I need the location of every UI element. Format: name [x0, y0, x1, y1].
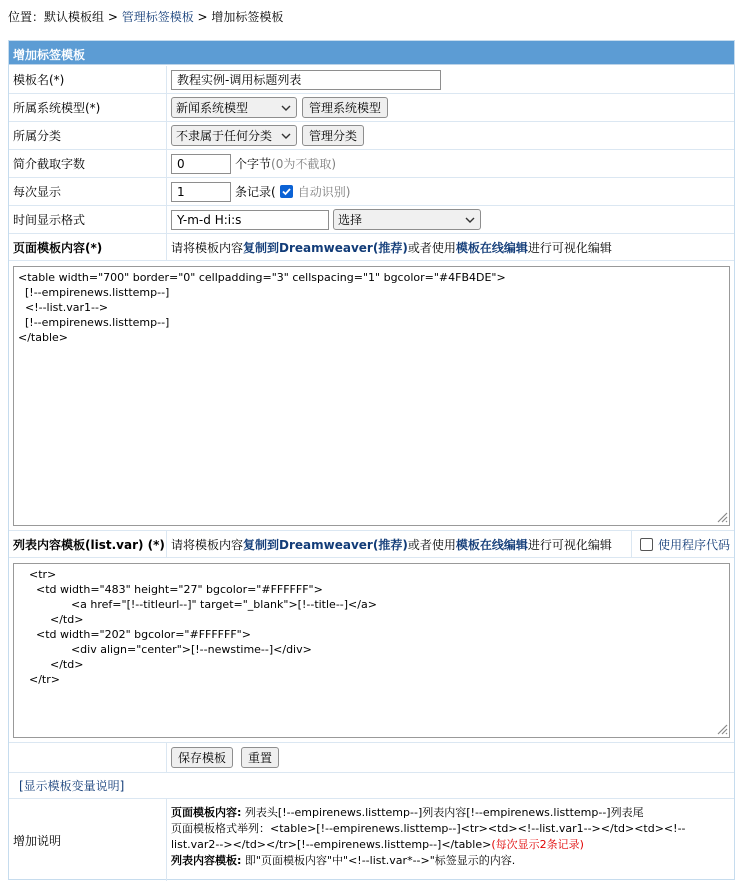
list-template-textarea[interactable]: <tr> <td width="483" height="27" bgcolor="#FFFFFF"> <a href="[!--titleurl--]" target="_blank">[!--title--]</a> </td> <td width="202" bgcolor="#FFFFFF"> <div align="center">[!--newstime--]</div> </td> </tr>: [13, 563, 730, 738]
system-model-select[interactable]: [171, 97, 297, 118]
list-template-label: 列表内容模板(list.var) (*): [13, 537, 165, 552]
list-template-hint-post: 进行可视化编辑: [527, 537, 612, 552]
auto-detect-label: 自动识别: [297, 185, 346, 199]
chevron-down-icon: [464, 214, 476, 226]
manage-tag-templates-link[interactable]: 管理标签模板: [121, 10, 194, 24]
chevron-down-icon: [280, 102, 292, 114]
page-template-hint-pre: 请将模板内容: [171, 240, 244, 255]
per-display-label: 每次显示: [13, 185, 62, 199]
row-page-template-content: [9, 261, 734, 531]
reset-button[interactable]: 重置: [241, 747, 279, 768]
use-program-code-label[interactable]: 使用程序代码: [658, 537, 731, 552]
per-display-input[interactable]: 1: [171, 182, 231, 202]
chevron-down-icon: [280, 130, 292, 142]
page-template-hint-post: 进行可视化编辑: [527, 240, 612, 255]
auto-detect-checkbox[interactable]: [280, 185, 293, 198]
list-template-hint-pre: 请将模板内容: [171, 537, 244, 552]
page-template-label: 页面模板内容(*): [13, 240, 103, 255]
row-list-template-content: [9, 558, 734, 743]
auto-detect-end: ): [345, 184, 351, 199]
breadcrumb-current: 增加标签模板: [211, 10, 284, 24]
save-template-button[interactable]: 保存模板: [171, 747, 233, 768]
template-name-input[interactable]: 教程实例-调用标题列表: [171, 70, 441, 90]
row-system-model: [9, 94, 734, 122]
time-format-select[interactable]: [333, 209, 481, 230]
notes-line1-text: 列表头[!--empirenews.listtemp--]列表内容[!--empirenews.listtemp--]列表尾: [241, 806, 644, 819]
resize-grip-icon[interactable]: [716, 511, 728, 523]
show-template-vars-link[interactable]: [显示模板变量说明]: [19, 779, 125, 793]
manage-category-button[interactable]: 管理分类: [302, 125, 364, 146]
row-list-template-header: [9, 531, 734, 558]
breadcrumb-group: 默认模板组: [44, 10, 105, 24]
manage-system-model-button[interactable]: 管理系统模型: [302, 97, 388, 118]
category-label: 所属分类: [13, 129, 62, 143]
system-model-selected: 新闻系统模型: [176, 101, 249, 115]
panel-title: 增加标签模板: [9, 41, 734, 65]
copy-to-dreamweaver-link[interactable]: 复制到Dreamweaver(推荐): [243, 537, 408, 552]
breadcrumb-prefix: 位置：: [8, 10, 45, 24]
row-category: [9, 122, 734, 150]
time-format-select-label: 选择: [338, 213, 363, 227]
row-intro-chars: [9, 150, 734, 178]
intro-chars-input[interactable]: 0: [171, 154, 231, 174]
row-actions: [9, 743, 734, 773]
notes-line3-text: list.var2--></td></tr>[!--empirenews.listtemp--]</table>: [171, 838, 492, 851]
online-edit-link[interactable]: 模板在线编辑: [455, 537, 528, 552]
resize-grip-icon[interactable]: [716, 723, 728, 735]
per-display-unit: 条记录(: [235, 185, 276, 199]
category-select[interactable]: [171, 125, 297, 146]
use-program-code-checkbox[interactable]: [640, 538, 653, 551]
intro-chars-unit: 个字节: [235, 157, 272, 171]
page-template-hint-mid: 或者使用: [407, 240, 456, 255]
breadcrumb: [8, 8, 283, 25]
row-time-format: [9, 206, 734, 234]
time-format-input[interactable]: Y-m-d H:i:s: [171, 210, 329, 230]
intro-chars-label: 简介截取字数: [13, 157, 86, 171]
breadcrumb-sep: >: [104, 10, 122, 24]
notes-line2-text: 页面模板格式举列：<table>[!--empirenews.listtemp--]<tr><td><!--list.var1--></td><td><!--: [171, 822, 686, 835]
row-page-template-header: [9, 234, 734, 261]
row-notes: [9, 799, 734, 881]
time-format-label: 时间显示格式: [13, 213, 86, 227]
notes-line1-bold: 页面模板内容:: [171, 806, 242, 819]
template-name-label: 模板名(*): [13, 73, 65, 87]
row-per-display: [9, 178, 734, 206]
notes-line4-bold: 列表内容模板:: [171, 854, 242, 867]
notes-line4-text: 即"页面模板内容"中"<!--list.var*-->"标签显示的内容.: [241, 854, 516, 867]
add-tag-template-panel: [8, 40, 735, 880]
notes-label: 增加说明: [13, 833, 62, 848]
checkmark-icon: [280, 185, 293, 198]
online-edit-link[interactable]: 模板在线编辑: [455, 240, 528, 255]
row-show-vars: [9, 773, 734, 799]
breadcrumb-sep: >: [193, 10, 212, 24]
list-template-hint-mid: 或者使用: [407, 537, 456, 552]
notes-line3-red: (每次显示2条记录): [491, 838, 584, 851]
system-model-label: 所属系统模型(*): [13, 101, 101, 115]
page-template-textarea[interactable]: <table width="700" border="0" cellpadding="3" cellspacing="1" bgcolor="#4FB4DE"> [!--empirenews.listtemp--] <!--list.var1--> [!--empirenews.listtemp--] </table>: [13, 266, 730, 526]
category-selected: 不隶属于任何分类: [176, 129, 273, 143]
intro-chars-hint: (0为不截取): [271, 157, 337, 171]
row-template-name: [9, 66, 734, 94]
copy-to-dreamweaver-link[interactable]: 复制到Dreamweaver(推荐): [243, 240, 408, 255]
